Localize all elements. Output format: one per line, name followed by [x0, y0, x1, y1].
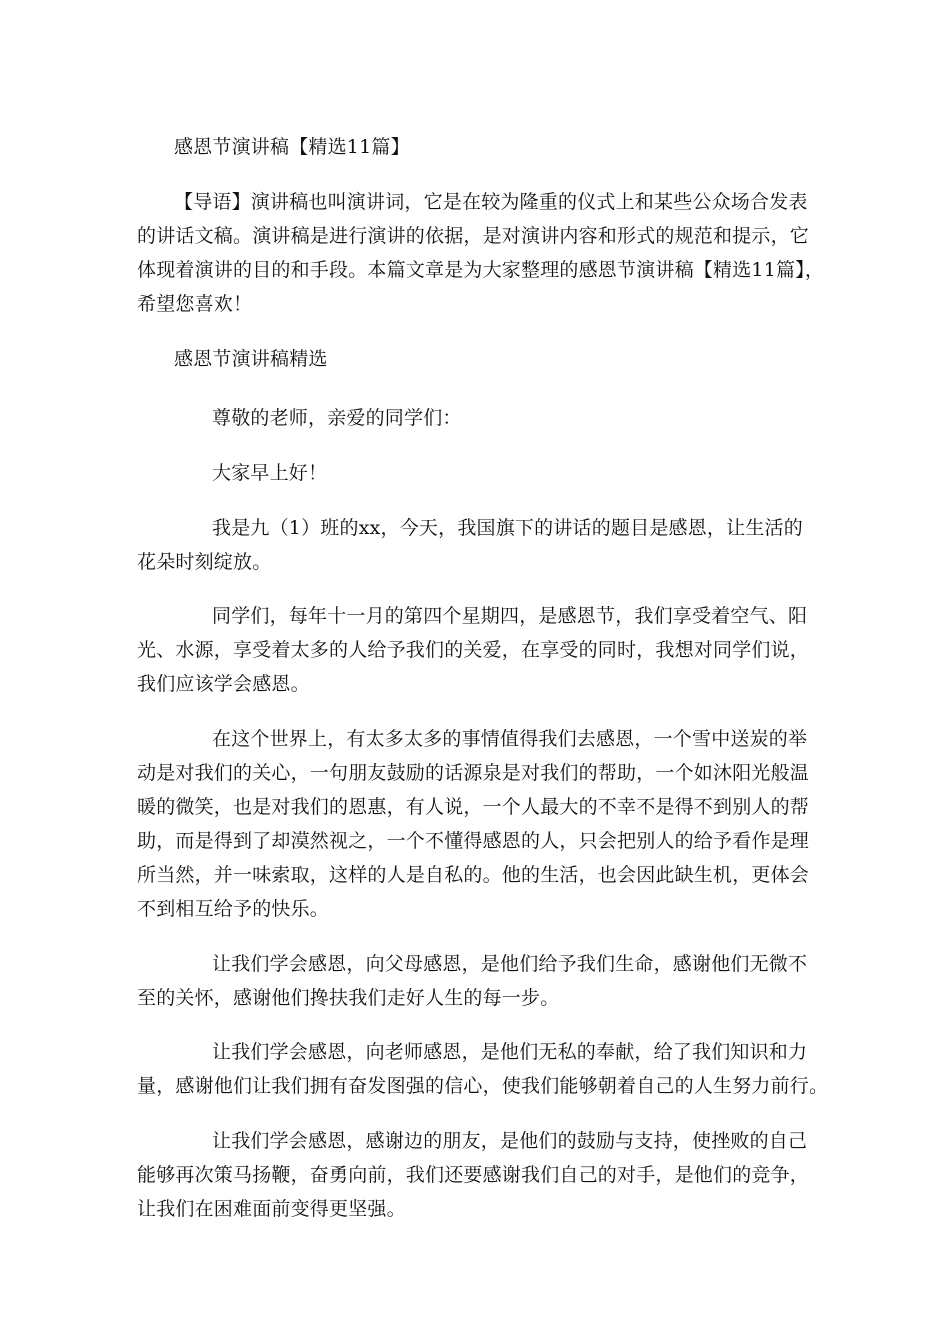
section-heading: 感恩节演讲稿精选 — [174, 348, 328, 370]
salutation: 尊敬的老师，亲爱的同学们： — [212, 407, 462, 429]
paragraph-line: 助，而是得到了却漠然视之，一个不懂得感恩的人，只会把别人的给予看作是理 — [137, 830, 810, 852]
intro-line: 体现着演讲的目的和手段。本篇文章是为大家整理的感恩节演讲稿【精选11篇】， — [137, 259, 825, 281]
paragraph-line: 光、水源，享受着太多的人给予我们的关爱，在享受的同时，我想对同学们说， — [137, 639, 810, 661]
paragraph-line: 我们应该学会感恩。 — [137, 673, 310, 695]
paragraph-line: 至的关怀，感谢他们搀扶我们走好人生的每一步。 — [137, 987, 560, 1009]
document-title: 感恩节演讲稿【精选11篇】 — [174, 136, 410, 158]
paragraph-line: 我是九（1）班的xx，今天，我国旗下的讲话的题目是感恩，让生活的 — [212, 517, 803, 539]
paragraph-line: 让我们学会感恩，向老师感恩，是他们无私的奉献，给了我们知识和力 — [212, 1041, 808, 1063]
intro-line: 【导语】演讲稿也叫演讲词，它是在较为隆重的仪式上和某些公众场合发表 — [174, 191, 808, 213]
intro-line: 的讲话文稿。演讲稿是进行演讲的依据，是对演讲内容和形式的规范和提示，它 — [137, 225, 810, 247]
intro-line: 希望您喜欢！ — [137, 293, 253, 315]
paragraph-line: 能够再次策马扬鞭，奋勇向前，我们还要感谢我们自己的对手，是他们的竞争， — [137, 1164, 810, 1186]
greeting: 大家早上好！ — [212, 462, 328, 484]
paragraph-line: 同学们，每年十一月的第四个星期四，是感恩节，我们享受着空气、阳 — [212, 605, 808, 627]
paragraph-line: 不到相互给予的快乐。 — [137, 898, 330, 920]
paragraph-line: 动是对我们的关心，一句朋友鼓励的话源泉是对我们的帮助，一个如沐阳光般温 — [137, 762, 810, 784]
paragraph-line: 让我们学会感恩，感谢边的朋友，是他们的鼓励与支持，使挫败的自己 — [212, 1130, 808, 1152]
paragraph-line: 所当然，并一味索取，这样的人是自私的。他的生活，也会因此缺生机，更体会 — [137, 864, 810, 886]
paragraph-line: 让我们在困难面前变得更坚强。 — [137, 1198, 406, 1220]
paragraph-line: 花朵时刻绽放。 — [137, 551, 272, 573]
paragraph-line: 让我们学会感恩，向父母感恩，是他们给予我们生命，感谢他们无微不 — [212, 953, 808, 975]
paragraph-line: 暖的微笑，也是对我们的恩惠，有人说，一个人最大的不幸不是得不到别人的帮 — [137, 796, 810, 818]
paragraph-line: 在这个世界上，有太多太多的事情值得我们去感恩，一个雪中送炭的举 — [212, 728, 808, 750]
paragraph-line: 量，感谢他们让我们拥有奋发图强的信心，使我们能够朝着自己的人生努力前行。 — [137, 1075, 829, 1097]
